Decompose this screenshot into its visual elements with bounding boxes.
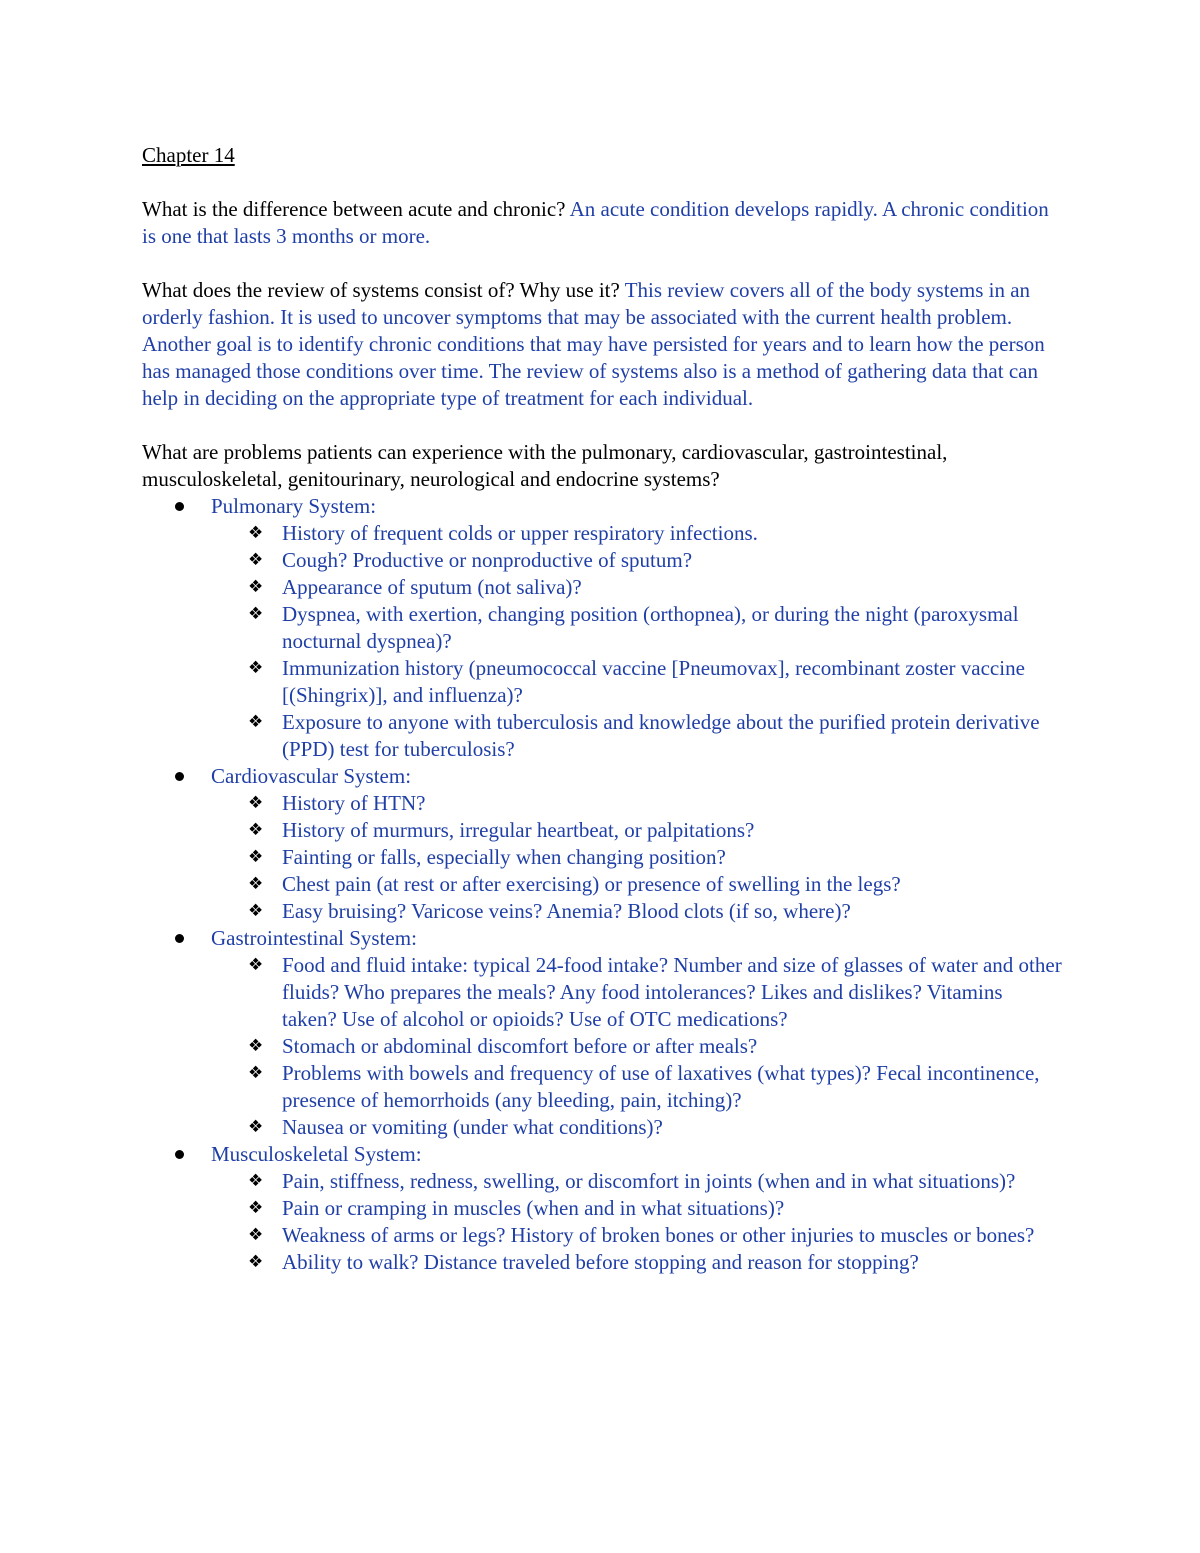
- question-text: Immunization history (pneumococcal vaccine [Pneumovax], recombinant zoster vaccine [(Shingrix)], and influenza)?: [282, 656, 1025, 707]
- system-questions-list: [142, 790, 1062, 925]
- question-text: Problems with bowels and frequency of use of laxatives (what types)? Fecal incontinence, presence of hemorrhoids (any bleeding, pain, itching)?: [282, 1061, 1040, 1112]
- system-questions-list: [142, 520, 1062, 763]
- system-question-item: [142, 1033, 1062, 1060]
- question-text: What does the review of systems consist of? Why use it?: [142, 278, 620, 302]
- chapter-title: Chapter 14: [142, 143, 235, 167]
- system-question-item: [142, 844, 1062, 871]
- question-text: Dyspnea, with exertion, changing position (orthopnea), or during the night (paroxysmal nocturnal dyspnea)?: [282, 602, 1019, 653]
- question-text: Cough? Productive or nonproductive of sputum?: [282, 548, 693, 572]
- question-text: Nausea or vomiting (under what conditions)?: [282, 1115, 663, 1139]
- system-list-item: [142, 925, 1062, 1141]
- question-text: Food and fluid intake: typical 24-food intake? Number and size of glasses of water and other fluids? Who prepares the meals? Any food intolerances? Likes and dislikes? Vitamins taken? Use of alcohol or opioids? Use of OTC medications?: [282, 953, 1062, 1031]
- diamond-bullet-icon: ❖: [248, 1171, 264, 1191]
- question-text: Appearance of sputum (not saliva)?: [282, 575, 582, 599]
- answer-text: This review covers all of the body systems in an orderly fashion. It is used to uncover symptoms that may be associated with the current health problem. Another goal is to identify chronic conditions that may have persisted for years and to learn how the person has managed those conditions over time. The review of systems also is a method of gathering data that can help in deciding on the appropriate type of treatment for each individual.: [142, 278, 1045, 410]
- question-text: History of murmurs, irregular heartbeat, or palpitations?: [282, 818, 755, 842]
- system-question-item: [142, 871, 1062, 898]
- system-question-item: [142, 655, 1062, 709]
- question-system-problems: [142, 439, 1062, 493]
- diamond-bullet-icon: ❖: [248, 847, 264, 867]
- system-questions-list: [142, 1168, 1062, 1276]
- question-text: Easy bruising? Varicose veins? Anemia? Blood clots (if so, where)?: [282, 899, 851, 923]
- question-text: Chest pain (at rest or after exercising) or presence of swelling in the legs?: [282, 872, 901, 896]
- system-question-item: [142, 709, 1062, 763]
- question-text: Pain, stiffness, redness, swelling, or discomfort in joints (when and in what situations)?: [282, 1169, 1016, 1193]
- system-question-item: [142, 547, 1062, 574]
- system-question-item: [142, 1114, 1062, 1141]
- system-question-item: [142, 1249, 1062, 1276]
- spacer: [142, 412, 1062, 439]
- system-label: Musculoskeletal System:: [211, 1142, 422, 1166]
- diamond-bullet-icon: ❖: [248, 1252, 264, 1272]
- diamond-bullet-icon: ❖: [248, 550, 264, 570]
- diamond-bullet-icon: ❖: [248, 1063, 264, 1083]
- system-question-item: [142, 520, 1062, 547]
- document-page: [142, 142, 1062, 1276]
- system-question-item: [142, 790, 1062, 817]
- system-label: Gastrointestinal System:: [211, 926, 417, 950]
- question-text: Exposure to anyone with tuberculosis and knowledge about the purified protein derivative (PPD) test for tuberculosis?: [282, 710, 1040, 761]
- system-question-item: [142, 1168, 1062, 1195]
- diamond-bullet-icon: ❖: [248, 1117, 264, 1137]
- system-question-item: [142, 1222, 1062, 1249]
- question-text: History of frequent colds or upper respiratory infections.: [282, 521, 758, 545]
- system-question-item: [142, 1195, 1062, 1222]
- diamond-bullet-icon: ❖: [248, 604, 264, 624]
- diamond-bullet-icon: ❖: [248, 901, 264, 921]
- system-question-item: [142, 574, 1062, 601]
- diamond-bullet-icon: ❖: [248, 1198, 264, 1218]
- diamond-bullet-icon: ❖: [248, 577, 264, 597]
- question-review-of-systems: [142, 277, 1062, 412]
- answer-text: An acute condition develops rapidly. A chronic condition is one that lasts 3 months or more.: [142, 197, 1049, 248]
- question-text: Pain or cramping in muscles (when and in what situations)?: [282, 1196, 785, 1220]
- system-question-item: [142, 1060, 1062, 1114]
- diamond-bullet-icon: ❖: [248, 712, 264, 732]
- system-list-item: [142, 1141, 1062, 1276]
- system-list-item: [142, 763, 1062, 925]
- question-text: History of HTN?: [282, 791, 426, 815]
- system-list-item: [142, 493, 1062, 763]
- diamond-bullet-icon: ❖: [248, 1036, 264, 1056]
- system-question-item: [142, 952, 1062, 1033]
- diamond-bullet-icon: ❖: [248, 793, 264, 813]
- diamond-bullet-icon: ❖: [248, 955, 264, 975]
- question-text: Fainting or falls, especially when changing position?: [282, 845, 726, 869]
- question-text: Ability to walk? Distance traveled before stopping and reason for stopping?: [282, 1250, 919, 1274]
- systems-list: [142, 493, 1062, 1276]
- question-text: Weakness of arms or legs? History of broken bones or other injuries to muscles or bones?: [282, 1223, 1035, 1247]
- system-question-item: [142, 601, 1062, 655]
- question-text: What are problems patients can experience with the pulmonary, cardiovascular, gastrointestinal, musculoskeletal, genitourinary, neurological and endocrine systems?: [142, 440, 948, 491]
- question-text: What is the difference between acute and chronic?: [142, 197, 566, 221]
- system-label: Pulmonary System:: [211, 494, 377, 518]
- system-questions-list: [142, 952, 1062, 1141]
- diamond-bullet-icon: ❖: [248, 1225, 264, 1245]
- spacer: [142, 169, 1062, 196]
- spacer: [142, 250, 1062, 277]
- question-acute-chronic: [142, 196, 1062, 250]
- diamond-bullet-icon: ❖: [248, 874, 264, 894]
- system-question-item: [142, 817, 1062, 844]
- diamond-bullet-icon: ❖: [248, 523, 264, 543]
- system-question-item: [142, 898, 1062, 925]
- system-label: Cardiovascular System:: [211, 764, 412, 788]
- diamond-bullet-icon: ❖: [248, 658, 264, 678]
- diamond-bullet-icon: ❖: [248, 820, 264, 840]
- question-text: Stomach or abdominal discomfort before or after meals?: [282, 1034, 758, 1058]
